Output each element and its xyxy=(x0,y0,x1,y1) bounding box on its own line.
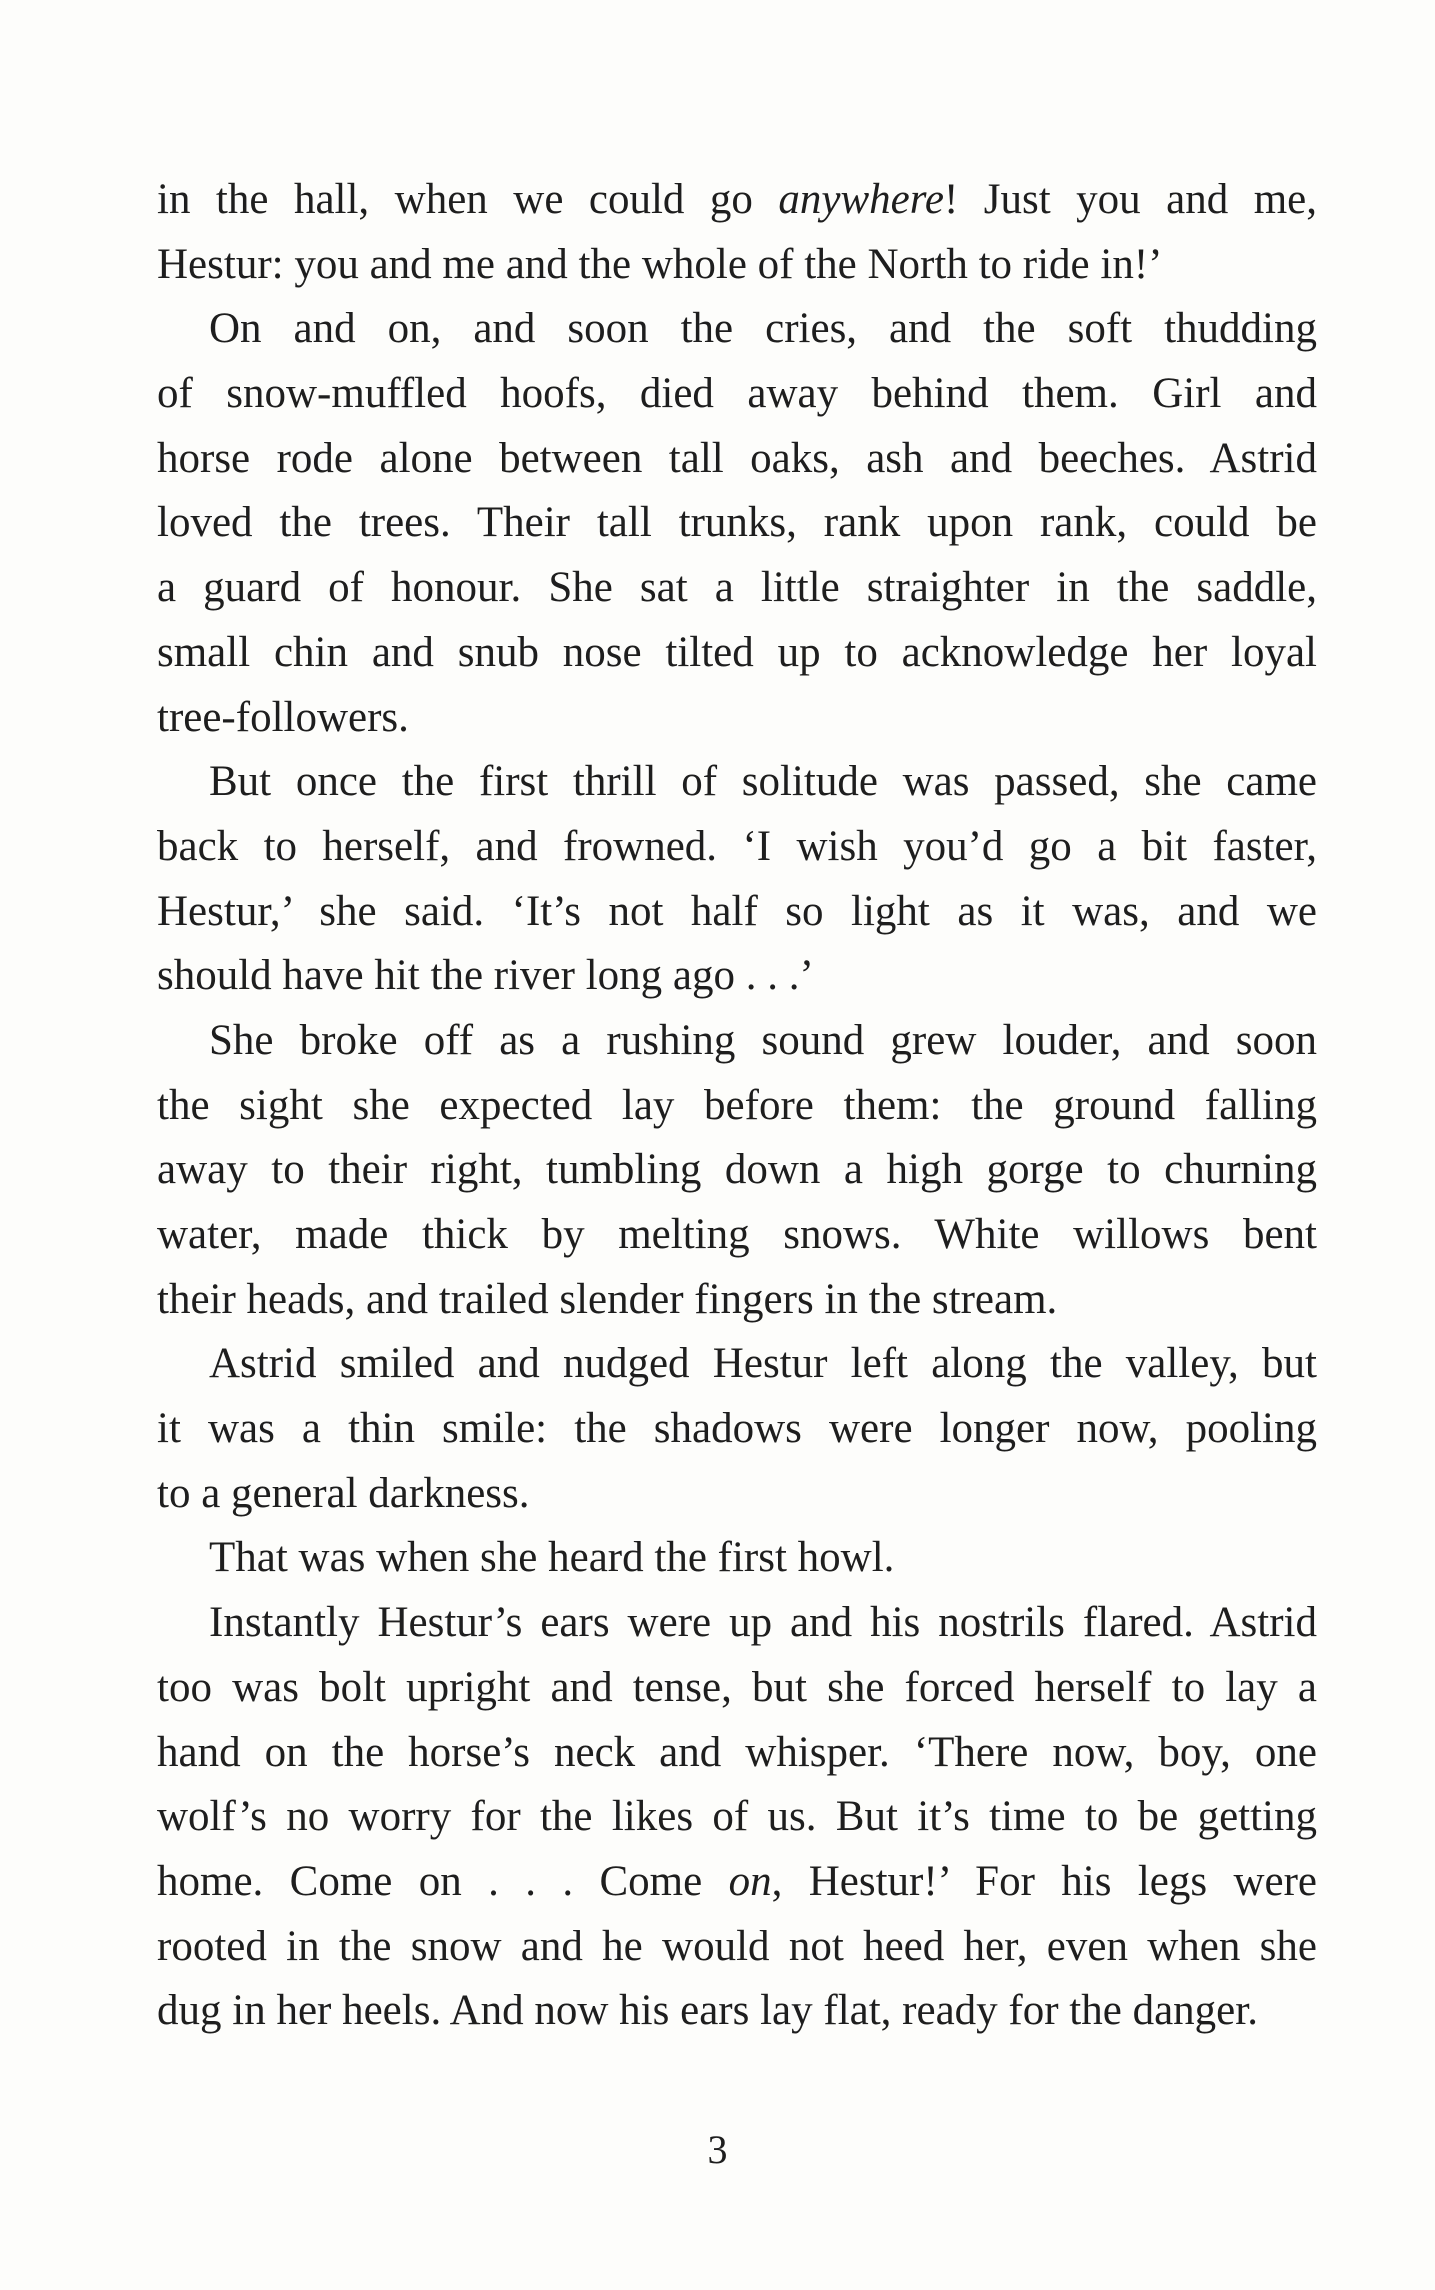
text-run: away to their right, tumbling down a high gorge to churning xyxy=(157,1146,1317,1194)
paragraph xyxy=(157,297,1317,750)
italic-text: anywhere xyxy=(778,176,944,223)
text-run: horse rode alone between tall oaks, ash and beeches. Astrid xyxy=(157,434,1317,482)
text-line xyxy=(157,1785,1317,1850)
text-line xyxy=(157,1462,1317,1527)
text-run: She broke off as a rushing sound grew louder, and soon xyxy=(209,1016,1317,1064)
text-line xyxy=(157,1332,1317,1397)
text-run: wolf’s no worry for the likes of us. But it’s time to be getting xyxy=(157,1793,1317,1841)
text-run: Astrid smiled and nudged Hestur left along the valley, but xyxy=(209,1340,1317,1388)
page-number: 3 xyxy=(707,2127,728,2172)
text-run: too was bolt upright and tense, but she forced herself to lay a xyxy=(157,1663,1317,1711)
text-run: dug in her heels. And now his ears lay flat, ready for the danger. xyxy=(157,1987,1258,2035)
text-run: rooted in the snow and he would not heed her, even when she xyxy=(157,1922,1317,1970)
text-run: the sight she expected lay before them: the ground falling xyxy=(157,1081,1317,1129)
text-line xyxy=(157,1074,1317,1139)
text-run: ! Just you and me, xyxy=(943,176,1317,223)
text-run: home. Come on . . . Come xyxy=(157,1857,729,1905)
text-line xyxy=(157,1138,1317,1203)
text-line xyxy=(157,1203,1317,1268)
text-run: their heads, and trailed slender fingers in the stream. xyxy=(157,1275,1058,1323)
text-run: Instantly Hestur’s ears were up and his nostrils flared. Astrid xyxy=(209,1599,1317,1647)
text-line xyxy=(157,1656,1317,1721)
text-run: , Hestur!’ For his legs were xyxy=(771,1857,1318,1905)
text-run: On and on, and soon the cries, and the soft thudding xyxy=(209,305,1317,353)
text-line xyxy=(157,1915,1317,1980)
text-line xyxy=(157,1397,1317,1462)
text-line xyxy=(157,815,1317,880)
text-run: But once the first thrill of solitude was passed, she came xyxy=(209,758,1317,806)
text-run: should have hit the river long ago . . .’ xyxy=(157,952,814,1000)
paragraph xyxy=(157,1009,1317,1332)
text-line xyxy=(157,297,1317,362)
text-run: back to herself, and frowned. ‘I wish you’d go a bit faster, xyxy=(157,822,1317,870)
text-line xyxy=(157,1850,1317,1915)
text-line xyxy=(157,1979,1317,2044)
text-line xyxy=(157,168,1317,233)
paragraph xyxy=(157,1526,1317,1591)
paragraph xyxy=(157,168,1317,297)
text-line xyxy=(157,427,1317,492)
text-line xyxy=(157,233,1317,298)
text-line xyxy=(157,1268,1317,1333)
text-line xyxy=(157,1009,1317,1074)
italic-text: on xyxy=(728,1857,772,1905)
text-line xyxy=(157,944,1317,1009)
text-line xyxy=(157,1591,1317,1656)
text-run: in the hall, when we could go xyxy=(157,176,779,223)
text-run: it was a thin smile: the shadows were longer now, pooling xyxy=(157,1405,1317,1453)
paragraph xyxy=(157,750,1317,1009)
body-text xyxy=(157,168,1317,2044)
paragraph xyxy=(157,1332,1317,1526)
text-run: Hestur: you and me and the whole of the North to ride in!’ xyxy=(157,240,1163,288)
text-line xyxy=(157,1721,1317,1786)
text-run: to a general darkness. xyxy=(157,1469,530,1517)
text-run: water, made thick by melting snows. White willows bent xyxy=(157,1211,1317,1258)
text-line xyxy=(157,880,1317,945)
text-line xyxy=(157,1526,1317,1591)
text-line xyxy=(157,362,1317,427)
text-line xyxy=(157,621,1317,686)
text-line xyxy=(157,491,1317,556)
paragraph xyxy=(157,1591,1317,2044)
text-run: That was when she heard the first howl. xyxy=(209,1534,895,1582)
text-line xyxy=(157,750,1317,815)
text-run: a guard of honour. She sat a little straighter in the saddle, xyxy=(157,564,1317,612)
text-run: of snow-muffled hoofs, died away behind them. Girl and xyxy=(157,370,1317,418)
text-run: tree-followers. xyxy=(157,693,409,741)
text-run: hand on the horse’s neck and whisper. ‘There now, boy, one xyxy=(157,1728,1317,1776)
text-run: loved the trees. Their tall trunks, rank upon rank, could be xyxy=(157,499,1317,547)
text-run: Hestur,’ she said. ‘It’s not half so light as it was, and we xyxy=(157,887,1317,935)
text-run: small chin and snub nose tilted up to acknowledge her loyal xyxy=(157,628,1317,676)
text-line xyxy=(157,686,1317,751)
text-line xyxy=(157,556,1317,621)
